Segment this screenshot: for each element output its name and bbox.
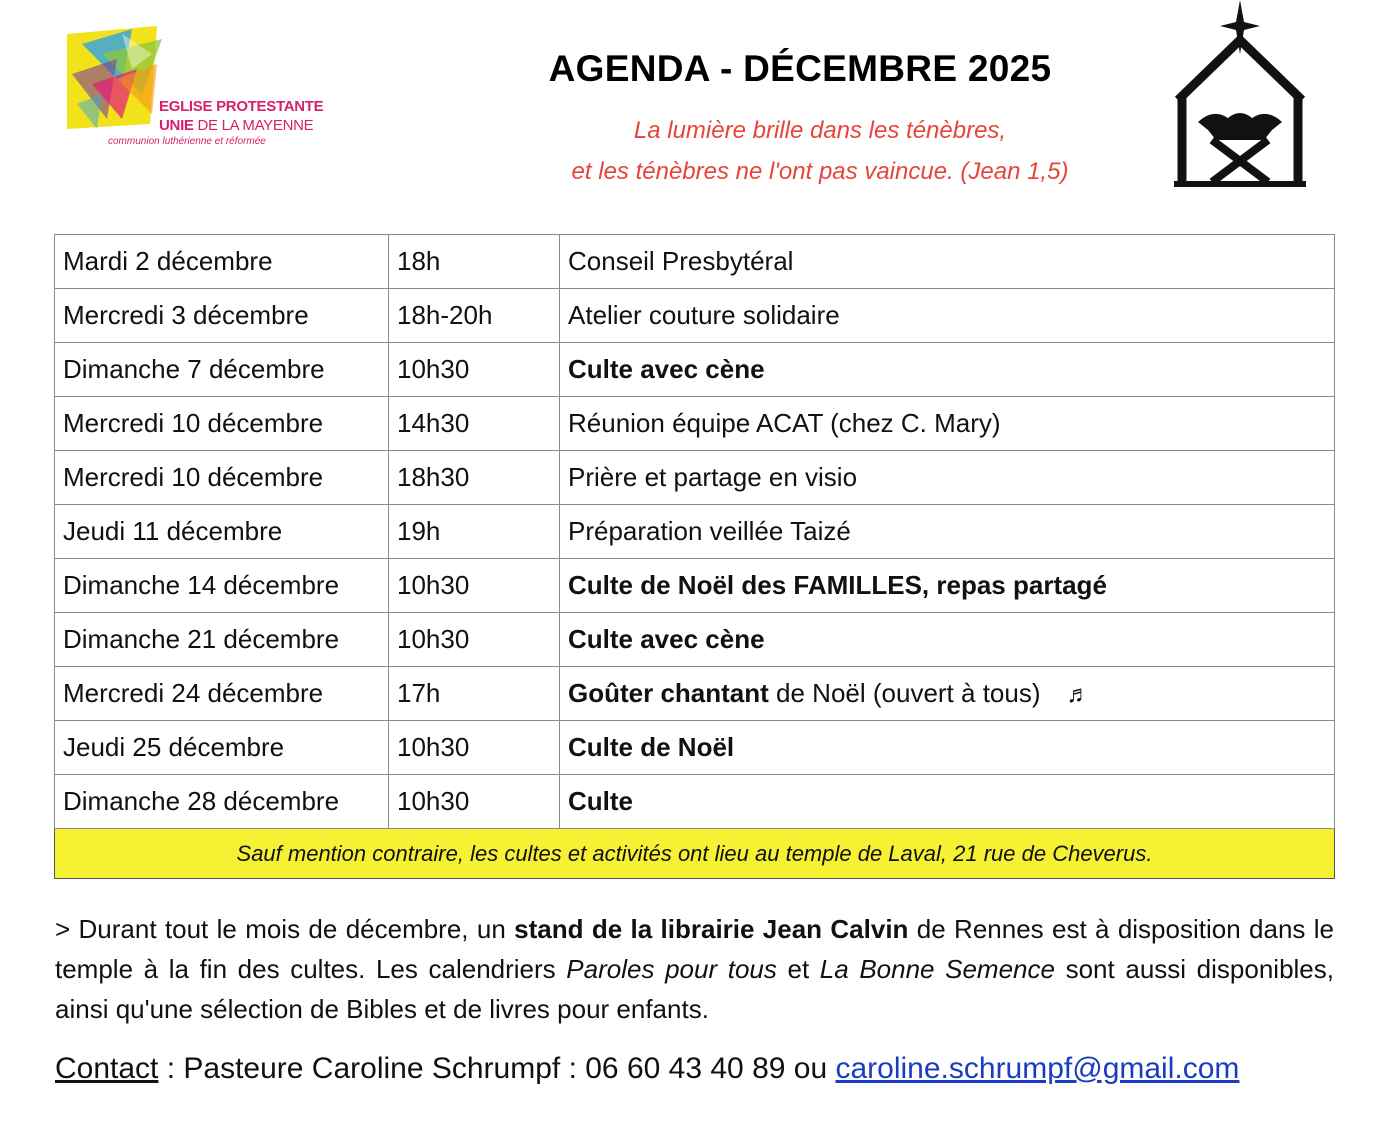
contact-line [55, 1052, 1239, 1086]
table-row [55, 343, 1335, 397]
location-note: Sauf mention contraire, les cultes et activités ont lieu au temple de Laval, 21 rue de Cheverus. [55, 829, 1335, 879]
logo-text-line2 [159, 117, 313, 134]
table-row [55, 505, 1335, 559]
event-date: Jeudi 25 décembre [55, 721, 389, 775]
logo-text-unie: UNIE [159, 117, 194, 134]
logo-text-mayenne: DE LA MAYENNE [193, 117, 314, 134]
event-title: Culte avec cène [560, 343, 1335, 397]
logo-text-line3: communion luthérienne et réformée [108, 136, 266, 147]
event-time: 19h [389, 505, 560, 559]
event-time: 10h30 [389, 559, 560, 613]
event-date: Mercredi 10 décembre [55, 397, 389, 451]
event-time: 18h [389, 235, 560, 289]
event-date: Dimanche 28 décembre [55, 775, 389, 829]
verse-line-1: La lumière brille dans les ténèbres, [633, 117, 1007, 144]
event-title: Culte de Noël [560, 721, 1335, 775]
event-date: Dimanche 14 décembre [55, 559, 389, 613]
table-row [55, 721, 1335, 775]
event-date: Mercredi 24 décembre [55, 667, 389, 721]
event-title: Culte [560, 775, 1335, 829]
table-row [55, 235, 1335, 289]
verse-line-2: et les ténèbres ne l'ont pas vaincue. (Jean 1,5) [571, 158, 1069, 185]
event-date: Mercredi 3 décembre [55, 289, 389, 343]
para-text: de Rennes est à disposition dans le temple à la fin des cultes. Les calendriers [55, 914, 1334, 984]
event-title-bold: Goûter chantant [568, 678, 769, 708]
contact-email-link[interactable]: caroline.schrumpf@gmail.com [835, 1052, 1240, 1085]
table-row [55, 289, 1335, 343]
event-time: 10h30 [389, 613, 560, 667]
table-row [55, 613, 1335, 667]
para-text: et [776, 954, 820, 984]
event-time: 18h30 [389, 451, 560, 505]
table-row [55, 559, 1335, 613]
event-date: Dimanche 21 décembre [55, 613, 389, 667]
event-title: Préparation veillée Taizé [560, 505, 1335, 559]
table-row [55, 775, 1335, 829]
event-title: Réunion équipe ACAT (chez C. Mary) [560, 397, 1335, 451]
para-bookstand: stand de la librairie Jean Calvin [514, 914, 909, 944]
event-title [560, 667, 1335, 721]
event-title: Culte avec cène [560, 613, 1335, 667]
event-date: Mardi 2 décembre [55, 235, 389, 289]
table-row [55, 451, 1335, 505]
agenda-table [54, 234, 1335, 879]
nativity-stable-star-icon [1168, 0, 1312, 190]
music-note-icon: ♬ [1066, 681, 1091, 708]
para-text: sont aussi disponibles, ainsi qu'une sélection de Bibles et de livres pour enfants. [55, 954, 1334, 1024]
event-title: Culte de Noël des FAMILLES, repas partagé [560, 559, 1335, 613]
event-time: 18h-20h [389, 289, 560, 343]
event-title: Atelier couture solidaire [560, 289, 1335, 343]
event-title: Conseil Presbytéral [560, 235, 1335, 289]
contact-text: : Pasteure Caroline Schrumpf : 06 60 43 40 89 ou [158, 1052, 836, 1085]
para-calendar-title: La Bonne Semence [819, 954, 1055, 984]
table-row [55, 667, 1335, 721]
table-row [55, 397, 1335, 451]
event-date: Dimanche 7 décembre [55, 343, 389, 397]
event-time: 10h30 [389, 343, 560, 397]
event-time: 17h [389, 667, 560, 721]
event-time: 14h30 [389, 397, 560, 451]
event-date: Jeudi 11 décembre [55, 505, 389, 559]
contact-label: Contact [55, 1052, 159, 1085]
bookstand-paragraph [55, 909, 1334, 1029]
logo-text-line1: EGLISE PROTESTANTE [159, 98, 324, 115]
church-logo [62, 24, 322, 154]
event-title-rest: de Noël (ouvert à tous) [768, 678, 1041, 708]
event-time: 10h30 [389, 721, 560, 775]
page-title: AGENDA - DÉCEMBRE 2025 [548, 48, 1052, 89]
event-date: Mercredi 10 décembre [55, 451, 389, 505]
para-calendar-title: Paroles pour tous [566, 954, 777, 984]
event-time: 10h30 [389, 775, 560, 829]
event-title: Prière et partage en visio [560, 451, 1335, 505]
para-text: > Durant tout le mois de décembre, un [55, 914, 515, 944]
table-footer-row [55, 829, 1335, 879]
